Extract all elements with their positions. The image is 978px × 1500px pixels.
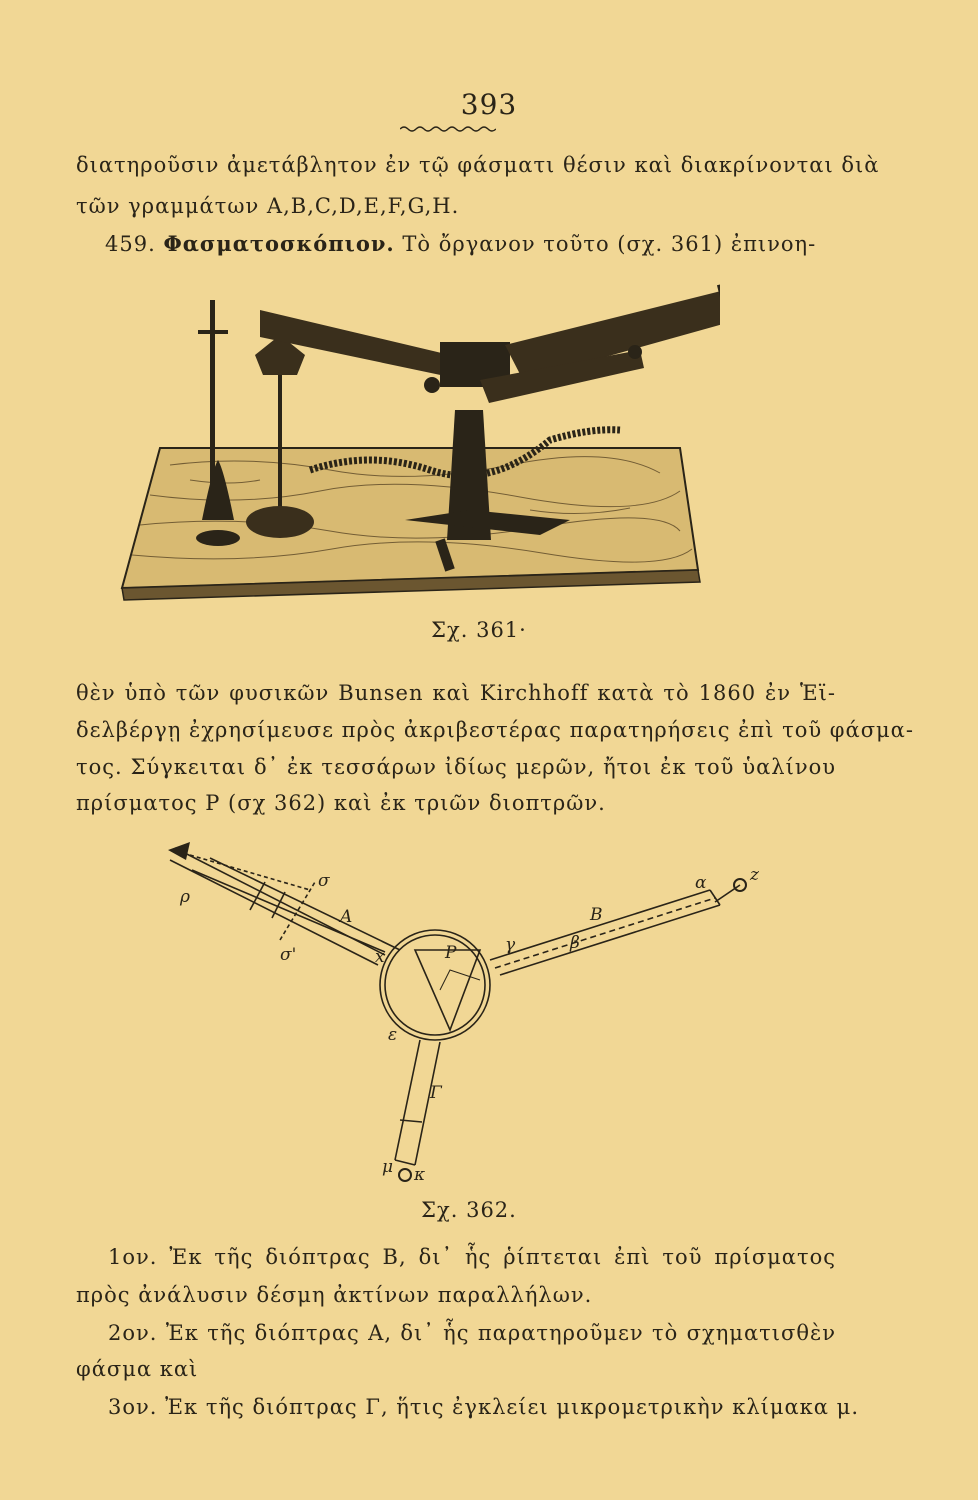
list-item: 2ον. Ἐκ τῆς διόπτρας A, δι᾽ ἧς παρατηροῦμεν τὸ σχηματισθὲν <box>108 1321 836 1345</box>
text-line: διατηροῦσιν ἀμετάβλητον ἐν τῷ φάσματι θέσιν καὶ διακρίνονται διὰ <box>76 153 880 177</box>
text-line: δελβέργῃ ἐχρησίμευσε πρὸς ἀκριβεστέρας παρατηρήσεις ἐπὶ τοῦ φάσμα- <box>76 718 914 742</box>
text-line: τος. Σύγκειται δ᾽ ἐκ τεσσάρων ἰδίως μερῶν, ἤτοι ἐκ τοῦ ὑαλίνου <box>76 755 836 779</box>
list-item: 1ον. Ἐκ τῆς διόπτρας B, δι᾽ ἧς ῥίπτεται ἐπὶ τοῦ πρίσματος <box>108 1245 836 1269</box>
section-title: Φασματοσκόπιον. <box>163 231 395 256</box>
figure-caption: Σχ. 361· <box>431 618 527 642</box>
label-z: z <box>750 865 759 885</box>
label-sigma: σ <box>318 871 330 891</box>
section-text: Τὸ ὄργανον τοῦτο (σχ. 361) ἐπινοη- <box>402 232 817 256</box>
spectroscope-illustration <box>110 270 720 615</box>
label-x: x <box>375 947 385 967</box>
label-sigma-prime: σ' <box>280 945 297 965</box>
text-line: πρὸς ἀνάλυσιν δέσμη ἀκτίνων παραλλήλων. <box>76 1283 593 1307</box>
text-line: τῶν γραμμάτων A,B,C,D,E,F,G,H. <box>76 194 460 218</box>
ornamental-rule <box>400 124 496 134</box>
label-gamma: γ <box>505 935 516 955</box>
label-gamma-capital: Γ <box>430 1083 442 1103</box>
label-p: P <box>445 943 457 963</box>
section-heading <box>105 231 835 256</box>
text-line: πρίσματος P (σχ 362) καὶ ἐκ τριῶν διοπτρῶν. <box>76 791 606 815</box>
spectroscope-diagram <box>150 830 800 1200</box>
list-item: 3ον. Ἐκ τῆς διόπτρας Γ, ἥτις ἐγκλείει μικρομετρικὴν κλίμακα μ. <box>108 1395 859 1419</box>
label-beta: β <box>570 933 580 953</box>
section-number: 459. <box>105 232 156 256</box>
label-a: A <box>340 907 353 927</box>
label-epsilon: ε <box>388 1025 398 1045</box>
page-number: 393 <box>460 88 518 121</box>
label-alpha: α <box>695 873 707 893</box>
figure-caption: Σχ. 362. <box>421 1198 517 1222</box>
label-kappa: κ <box>414 1165 426 1185</box>
label-rho: ρ <box>180 887 190 907</box>
text-line: φάσμα καὶ <box>76 1357 199 1381</box>
label-mu: μ <box>382 1157 394 1177</box>
text-line: θὲν ὑπὸ τῶν φυσικῶν Bunsen καὶ Kirchhoff κατὰ τὸ 1860 ἐν Ἑϊ- <box>76 681 836 705</box>
label-b: B <box>590 905 603 925</box>
